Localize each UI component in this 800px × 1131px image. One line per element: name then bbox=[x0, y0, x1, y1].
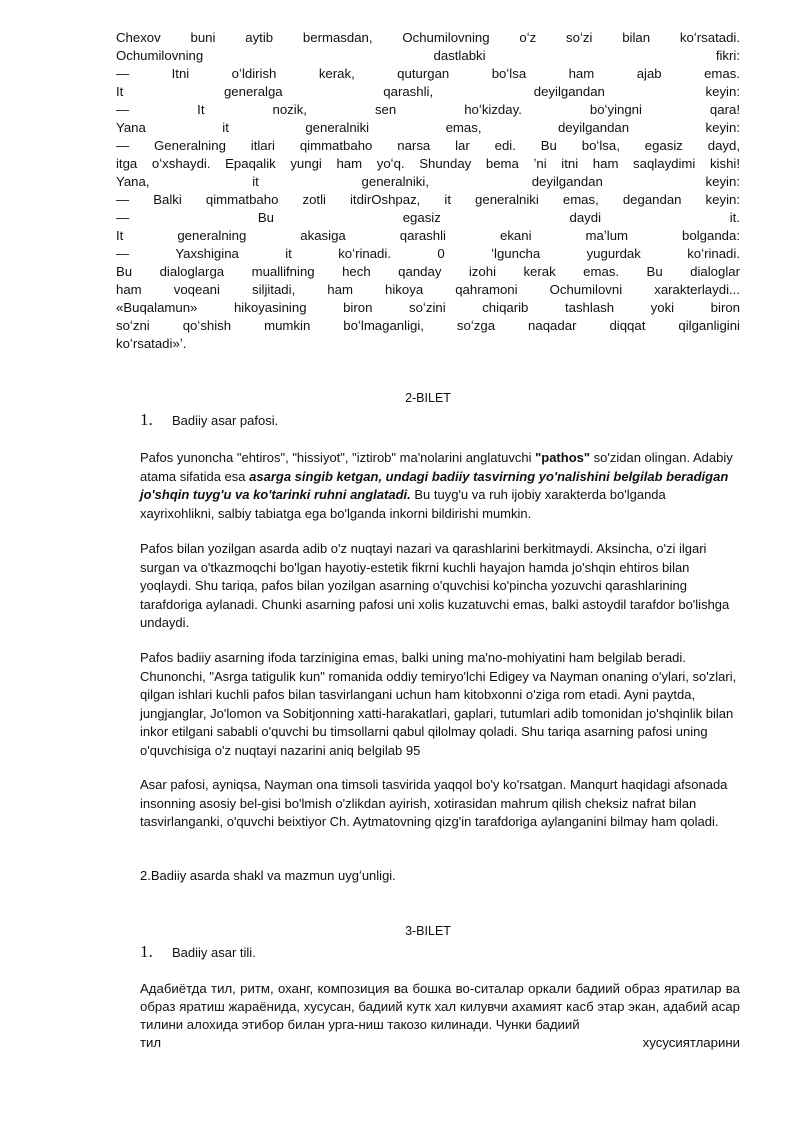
text-run: Bu tuyg'u va ruh ijobiy xarakterda bo'lganda xayrixohlikni, salbiy tabiatga ega bo'lganda inkorni bildirishi mumkin. bbox=[140, 487, 666, 521]
ticket-heading: 2-BILET bbox=[405, 391, 451, 405]
text-run: Pafos yunoncha "ehtiros", "hissiyot", "iztirob" ma'nolarini anglatuvchi bbox=[140, 450, 536, 465]
text-line: ham voqeani siljitadi, ham hikoya qahramoni Ochumilovni xarakterlaydi... bbox=[116, 282, 740, 297]
bold-term: "pathos" bbox=[535, 450, 591, 465]
paragraph: Asar pafosi, ayniqsa, Nayman ona timsoli tasvirida yaqqol bo'y ko'rsatgan. Manqurt haqidagi afsonada insonning asosiy bel-gisi bo'lmish o'zlikdan ayirish, xotirasidan mahrum qilish cheksiz nafrat bilan tasvirlanganki, o'quvchi beixtiyor Ch. Aytmatovning qizg'in tarafdoriga aylanganini bilmay ham qoladi. bbox=[140, 777, 728, 829]
question-title: Badiiy asar tili. bbox=[172, 945, 256, 960]
question-number: 1. bbox=[140, 410, 153, 429]
paragraph: Pafos badiiy asarning ifoda tarzinigina emas, balki uning ma'no-mohiyatini ham belgilab beradi. Chunonchi, "Asrga tatigulik kun" romanida oddiy temiryo'lchi Edigey va Nayman onaning o'ylari, so'zlari, qilgan ishlari kuchli pafos bilan tasvirlangani uchun ham kitobxonni o'ziga rom etadi. Ayni paytda, jungjanglar, Jo'lomon va Sobitjonning xatti-harakatlari, gaplari, tutumlari adib tomonidan jo'shqinlik bilan inkor etilgani sababli o'quvchi bu timsollarni qabul qilolmay qoladi. Shu tariqa asarning pafosi uning o'quvchisiga o'z nuqtayi nazarini aniq belgilab 95 bbox=[140, 650, 737, 758]
text-run: so'zidan olingan. Adabiy atama sifatida esa bbox=[140, 450, 733, 484]
text-line: — Itni oʻldirish kerak, quturgan boʻlsa ham ajab emas. bbox=[116, 66, 740, 81]
text-line: — Generalning itlari qimmatbaho narsa lar edi. Bu boʻlsa, egasiz dayd, bbox=[116, 138, 740, 153]
question-number: 1. bbox=[140, 942, 153, 961]
text-line: soʻzni qoʻshish mumkin boʻlmaganligi, soʻzga naqadar diqqat qilganligini bbox=[116, 318, 740, 333]
paragraph bbox=[140, 449, 740, 523]
paragraph: Pafos bilan yozilgan asarda adib o'z nuqtayi nazari va qarashlarini berkitmaydi. Aksincha, o'zi ilgari surgan va o'tkazmoqchi bo'lgan hayotiy-estetik fikrni kuchli hayajon hamda jo'shqin ehtiros bilan yoqlaydi. Shu tariqa, pafos bilan yozilgan asarning o'quvchisi ko'pincha yozuvchi qarashlarining tarafdoriga aylanadi. Chunki asarning pafosi uni xolis kuzatuvchi emas, balki astoydil tarafdor bo'lishga undaydi. bbox=[140, 541, 730, 630]
paragraph bbox=[140, 980, 740, 1052]
text-line: — Yaxshigina it koʻrinadi. 0 ʻlguncha yugurdak koʻrinadi. bbox=[116, 246, 740, 261]
question-title: Badiiy asar pafosi. bbox=[172, 413, 279, 428]
text-line: Bu dialoglarga muallifning hech qanday izohi kerak emas. Bu dialoglar bbox=[116, 264, 740, 279]
question-heading bbox=[140, 409, 278, 431]
ticket-heading: 3-BILET bbox=[405, 924, 451, 938]
text-line: — Balki qimmatbaho zotli itdirOshpaz, it generalniki emas, degandan keyin: bbox=[116, 192, 740, 207]
text-line: — Bu egasiz daydi it. bbox=[116, 210, 740, 225]
text-line: Chexov buni aytib bermasdan, Ochumilovning oʻz soʻzi bilan koʻrsatadi. bbox=[116, 30, 740, 45]
bold-italic-definition: asarga singib ketgan, undagi badiiy tasvirning yo'nalishini belgilab beradigan jo'shqin tuyg'u va ko'tarinki ruhni anglatadi. bbox=[140, 468, 729, 502]
question-heading: 2.Badiiy asarda shakl va mazmun uygʻunligi. bbox=[140, 868, 396, 883]
text-line: «Buqalamun» hikoyasining biron soʻzini chiqarib tashlash yoki biron bbox=[116, 300, 740, 315]
text-line: It generalning akasiga qarashli ekani maʼlum bolganda: bbox=[116, 228, 740, 243]
text-line: — It nozik, sen hoʻkizday. boʻyingni qara! bbox=[116, 102, 740, 117]
text-line: It generalga qarashli, deyilgandan keyin: bbox=[116, 84, 740, 99]
question-heading bbox=[140, 941, 256, 963]
text-line: Yana it generalniki emas, deyilgandan keyin: bbox=[116, 120, 740, 135]
text-line: koʻrsatadi»ʼ. bbox=[116, 336, 187, 351]
text-line: Yana, it generalniki, deyilgandan keyin: bbox=[116, 174, 740, 189]
text-line: itga oʻxshaydi. Epaqalik yungi ham yoʻq. Shunday bema ʼni itni ham saqlaydimi kishi! bbox=[116, 156, 740, 171]
text-line: Ochumilovning dastlabki fikri: bbox=[116, 48, 740, 63]
text-run: Адабиётда тил, ритм, оханг, композиция ва бошка во-ситалар оркали бадиий образ яратилар ва образ яратиш жараёнида, хусусан, бадиий кутк хал килувчи ахамият касб этар экан, адабий асар тилини алохида этибор билан урга-ниш такозо килинади. Чунки бадиий bbox=[140, 981, 740, 1032]
text-run: тил хусусиятларини bbox=[140, 1035, 740, 1050]
